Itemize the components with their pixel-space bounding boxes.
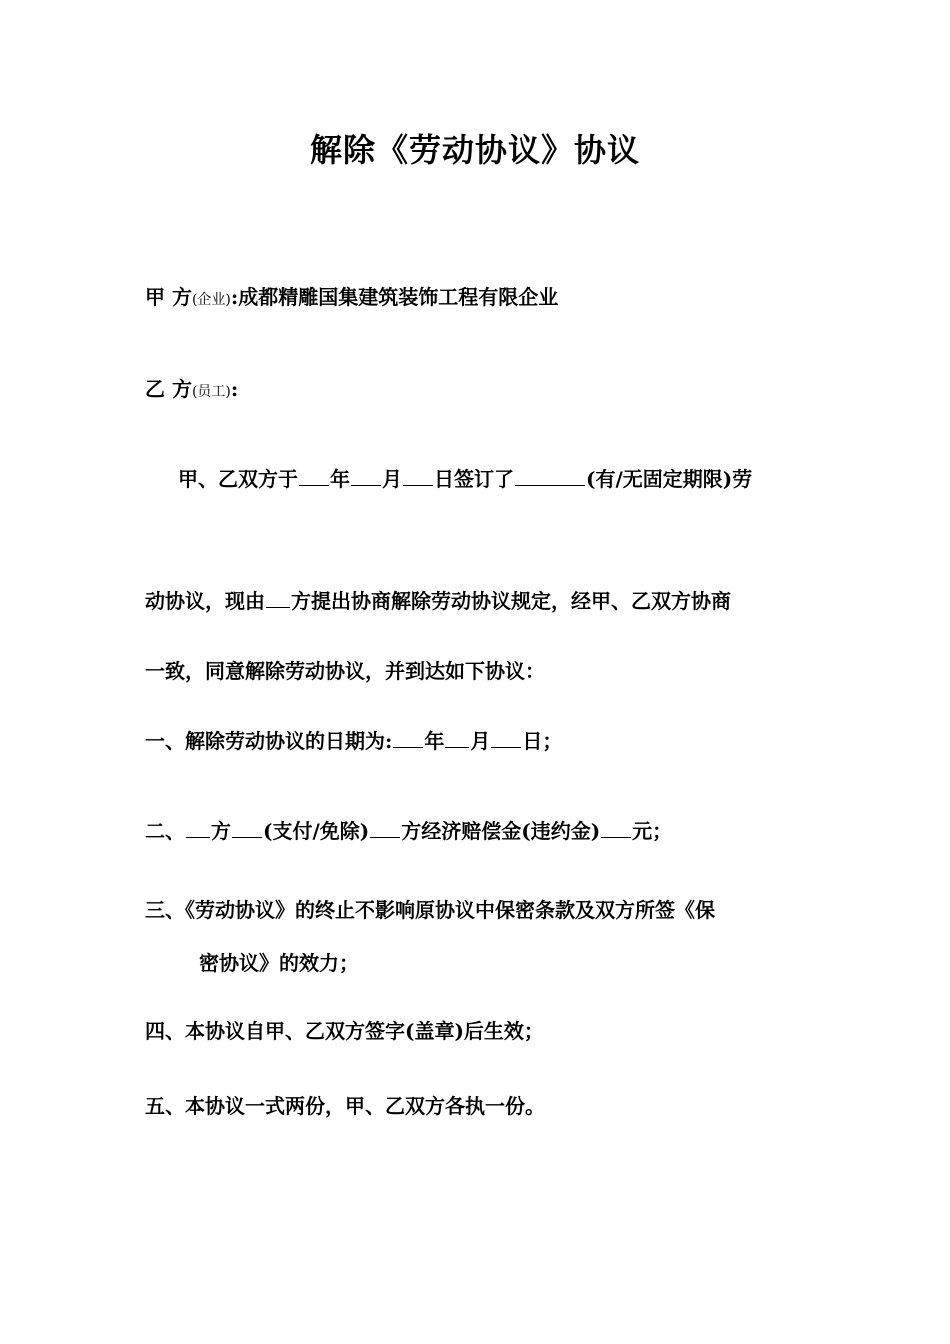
clause-text: 二、 [145,819,185,843]
intro-text: 日签订了 [434,467,514,491]
party-b-sep: : [230,377,239,401]
blank-party [186,817,210,838]
clause-5: 五、本协议一式两份，甲、乙双方各执一份。 [145,1094,545,1118]
clause-text: 年 [424,729,445,753]
blank-party [266,587,290,608]
clause-text: 月 [470,729,491,753]
intro-text: 动协议，现由 [145,589,265,613]
blank-month [445,727,469,748]
clause-text: 方 [211,819,231,843]
clause-3-line-1: 三、《劳动协议》的终止不影响原协议中保密条款及双方所签《保 [145,898,715,922]
intro-line-3: 一致，同意解除劳动协议，并到达如下协议： [145,659,545,683]
blank-amount [601,817,631,838]
party-b-line [145,375,238,406]
blank-day [491,727,521,748]
blank-pay [232,817,262,838]
intro-line-2 [145,587,731,615]
intro-text: 月 [382,467,402,491]
blank-contract-type [515,465,585,486]
blank-month [351,465,381,486]
party-a-sep: : [230,285,239,309]
party-a-note: (企业) [191,292,231,308]
intro-text: 方提出协商解除劳动协议规定，经甲、乙双方协商 [291,589,731,613]
document-title: 解除《劳动协议》协议 [309,131,640,169]
blank-year [299,465,329,486]
intro-text: 年 [330,467,350,491]
blank-party-2 [370,817,400,838]
party-a-label: 甲 方 [145,285,192,309]
clause-1 [145,727,562,755]
clause-text: 日； [522,729,563,753]
clause-2 [145,817,672,845]
party-a-value: 成都精雕国集建筑装饰工程有限企业 [238,285,559,309]
intro-line-1 [178,465,752,493]
party-b-note: (员工) [191,384,231,400]
clause-3-line-2: 密协议》的效力； [199,951,359,975]
clause-text: 元； [632,819,673,843]
intro-text: (有/无固定期限)劳 [586,467,753,491]
clause-text: (支付/免除) [263,819,370,843]
blank-day [403,465,433,486]
clause-text: 方经济赔偿金(违约金) [401,819,601,843]
clause-text: 一、解除劳动协议的日期为: [145,729,393,753]
intro-text: 甲、乙双方于 [178,467,298,491]
blank-year [393,727,423,748]
party-a-line [145,283,558,314]
party-b-label: 乙 方 [145,377,192,401]
clause-4: 四、本协议自甲、乙双方签字(盖章)后生效； [145,1019,544,1043]
